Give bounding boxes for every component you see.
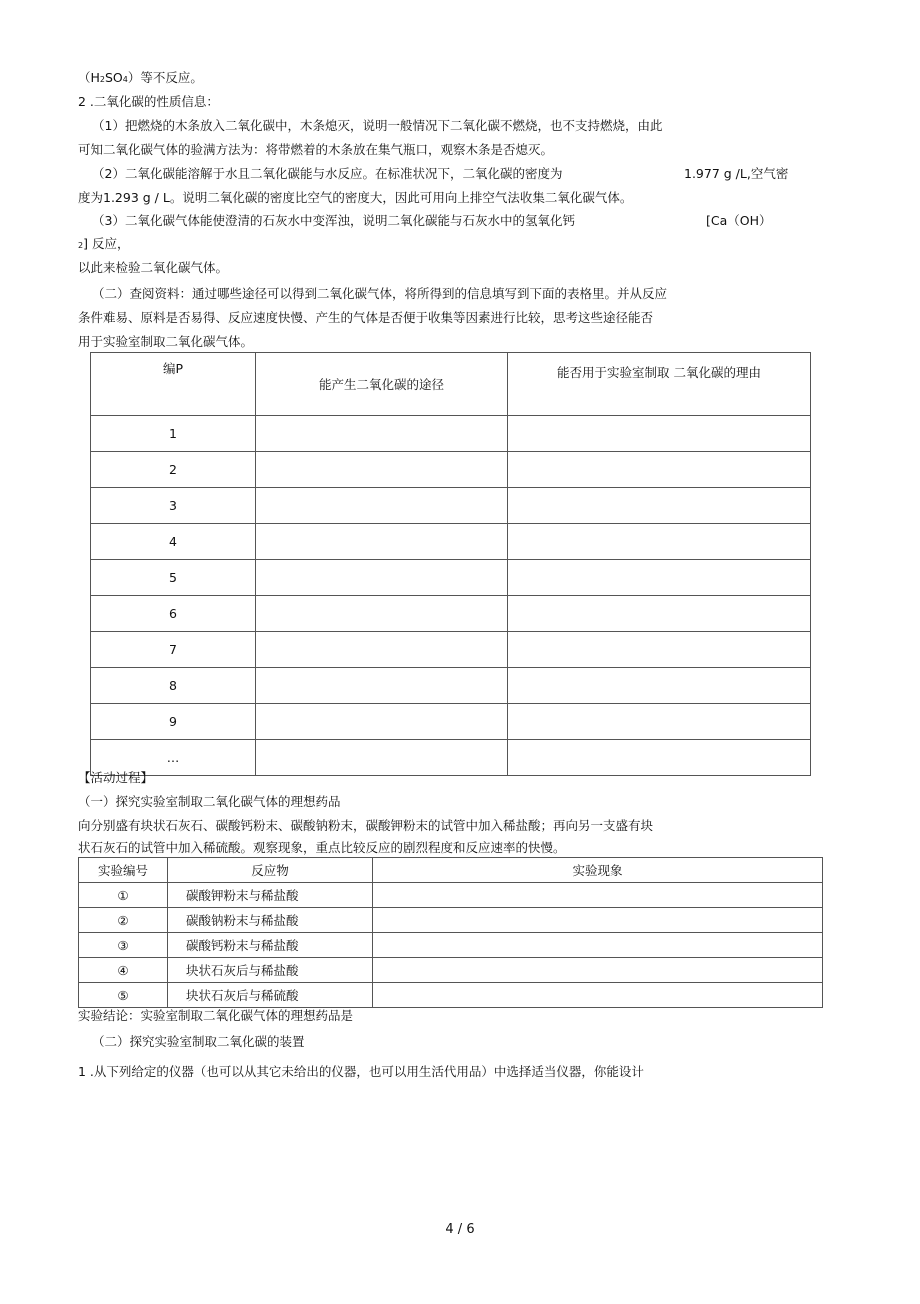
table-row: [91, 668, 811, 704]
phenomenon-cell[interactable]: [373, 908, 823, 933]
paragraph2-line1-a: （2）二氧化碳能溶解于水且二氧化碳能与水反应。在标准状况下，二氧化碳的密度为: [92, 166, 563, 181]
section-b-line3: 用于实验室制取二氧化碳气体。: [78, 334, 254, 349]
h2so4-text-b: SO: [105, 70, 123, 85]
reason-cell[interactable]: [508, 596, 811, 632]
h2so4-text-c: ）等不反应。: [127, 70, 203, 85]
co2-sources-table: [90, 352, 811, 776]
paragraph1-line1: （1）把燃烧的木条放入二氧化碳中，木条熄灭，说明一般情况下二氧化碳不燃烧，也不支持燃烧，由此: [92, 118, 663, 133]
header-experiment-no: 实验编号: [79, 858, 168, 883]
experiment-number: ④: [79, 958, 168, 983]
paragraph2-line2: 度为1.293 g / L。说明二氧化碳的密度比空气的密度大，因此可用向上排空气法收集二氧化碳气体。: [78, 190, 633, 205]
h2so4-subscript-4: 4: [122, 75, 128, 84]
experiment-number: ②: [79, 908, 168, 933]
paragraph1-line2: 可知二氧化碳气体的验满方法为：将带燃着的木条放在集气瓶口，观察木条是否熄灭。: [78, 142, 554, 157]
table-row: [91, 596, 811, 632]
reactant-cell: 块状石灰后与稀盐酸: [168, 958, 373, 983]
section-c-line2: 状石灰石的试管中加入稀硫酸。观察现象，重点比较反应的剧烈程度和反应速率的快慢。: [78, 840, 566, 855]
reason-cell[interactable]: [508, 704, 811, 740]
table-header-row: [91, 353, 811, 416]
reactant-cell: 块状石灰后与稀硫酸: [168, 983, 373, 1008]
table-row: [91, 488, 811, 524]
section-b-line1: （二）查阅资料：通过哪些途径可以得到二氧化碳气体，将所得到的信息填写到下面的表格里。并从反应: [92, 286, 668, 301]
paragraph2-line1-b: 1.977 g /L,空气密: [684, 166, 789, 181]
table-row: [91, 452, 811, 488]
reason-cell[interactable]: [508, 452, 811, 488]
item-1: 1 .从下列给定的仪器（也可以从其它未给出的仪器，也可以用生活代用品）中选择适当仪器，你能设计: [78, 1064, 644, 1079]
reason-cell[interactable]: [508, 632, 811, 668]
experiment-number: ⑤: [79, 983, 168, 1008]
row-number: 2: [91, 452, 256, 488]
reason-cell[interactable]: [508, 524, 811, 560]
h2so4-subscript-2: 2: [99, 75, 105, 84]
section-c-title: （一）探究实验室制取二氧化碳气体的理想药品: [78, 794, 341, 809]
activity-title: 【活动过程】: [78, 770, 154, 785]
source-cell[interactable]: [256, 452, 508, 488]
experiment-number: ①: [79, 883, 168, 908]
reason-cell[interactable]: [508, 740, 811, 776]
section2-title: 2 .二氧化碳的性质信息：: [78, 94, 219, 109]
page-number: 4 / 6: [445, 1222, 475, 1237]
paragraph3-line1-b: [Ca（OH）: [706, 213, 772, 228]
row-number: 3: [91, 488, 256, 524]
table-row: [91, 632, 811, 668]
row-number: …: [91, 740, 256, 776]
phenomenon-cell[interactable]: [373, 933, 823, 958]
source-cell[interactable]: [256, 524, 508, 560]
table-row: [91, 740, 811, 776]
experiment-number: ③: [79, 933, 168, 958]
phenomenon-cell[interactable]: [373, 883, 823, 908]
header-reason: 能否用于实验室制取 二氧化碳的理由: [508, 353, 811, 416]
reason-cell[interactable]: [508, 416, 811, 452]
row-number: 8: [91, 668, 256, 704]
reactant-cell: 碳酸钙粉末与稀盐酸: [168, 933, 373, 958]
section-b-line2: 条件难易、原料是否易得、反应速度快慢、产生的气体是否便于收集等因素进行比较，思考这些途径能否: [78, 310, 654, 325]
section-c-line1: 向分别盛有块状石灰石、碳酸钙粉末、碳酸钠粉末，碳酸钾粉末的试管中加入稀盐酸；再向另一支盛有块: [78, 818, 654, 833]
experiment-conclusion: 实验结论：实验室制取二氧化碳气体的理想药品是: [78, 1008, 354, 1023]
row-number: 1: [91, 416, 256, 452]
header-reactant: 反应物: [168, 858, 373, 883]
h2so4-line: [78, 70, 203, 88]
paragraph3-line2: [78, 236, 129, 254]
row-number: 6: [91, 596, 256, 632]
h2so4-text-a: （H: [78, 70, 100, 85]
table-row: [79, 933, 823, 958]
source-cell[interactable]: [256, 740, 508, 776]
table-row: [79, 883, 823, 908]
table-row: [91, 560, 811, 596]
header-phenomenon: 实验现象: [373, 858, 823, 883]
reactant-cell: 碳酸钠粉末与稀盐酸: [168, 908, 373, 933]
table-row: [91, 524, 811, 560]
table-row: [91, 704, 811, 740]
reagent-experiment-table: [78, 857, 823, 1008]
row-number: 4: [91, 524, 256, 560]
reason-cell[interactable]: [508, 560, 811, 596]
header-number: 编P: [91, 353, 256, 416]
row-number: 5: [91, 560, 256, 596]
table-row: [91, 416, 811, 452]
table-row: [79, 908, 823, 933]
source-cell[interactable]: [256, 632, 508, 668]
row-number: 9: [91, 704, 256, 740]
paragraph3-line1-a: （3）二氧化碳气体能使澄清的石灰水中变浑浊，说明二氧化碳能与石灰水中的氢氧化钙: [92, 213, 575, 228]
source-cell[interactable]: [256, 596, 508, 632]
section-d-title: （二）探究实验室制取二氧化碳的装置: [92, 1034, 305, 1049]
paragraph3-line3: 以此来检验二氧化碳气体。: [78, 260, 229, 275]
header-source: 能产生二氧化碳的途径: [256, 353, 508, 416]
phenomenon-cell[interactable]: [373, 958, 823, 983]
row-number: 7: [91, 632, 256, 668]
reason-cell[interactable]: [508, 668, 811, 704]
source-cell[interactable]: [256, 488, 508, 524]
table-row: [79, 983, 823, 1008]
reactant-cell: 碳酸钾粉末与稀盐酸: [168, 883, 373, 908]
phenomenon-cell[interactable]: [373, 983, 823, 1008]
source-cell[interactable]: [256, 668, 508, 704]
source-cell[interactable]: [256, 560, 508, 596]
source-cell[interactable]: [256, 416, 508, 452]
calcium-hydroxide-subscript: 2: [78, 241, 84, 250]
source-cell[interactable]: [256, 704, 508, 740]
paragraph3-line2-text: ] 反应，: [83, 236, 130, 251]
table-header-row: [79, 858, 823, 883]
table-row: [79, 958, 823, 983]
reason-cell[interactable]: [508, 488, 811, 524]
